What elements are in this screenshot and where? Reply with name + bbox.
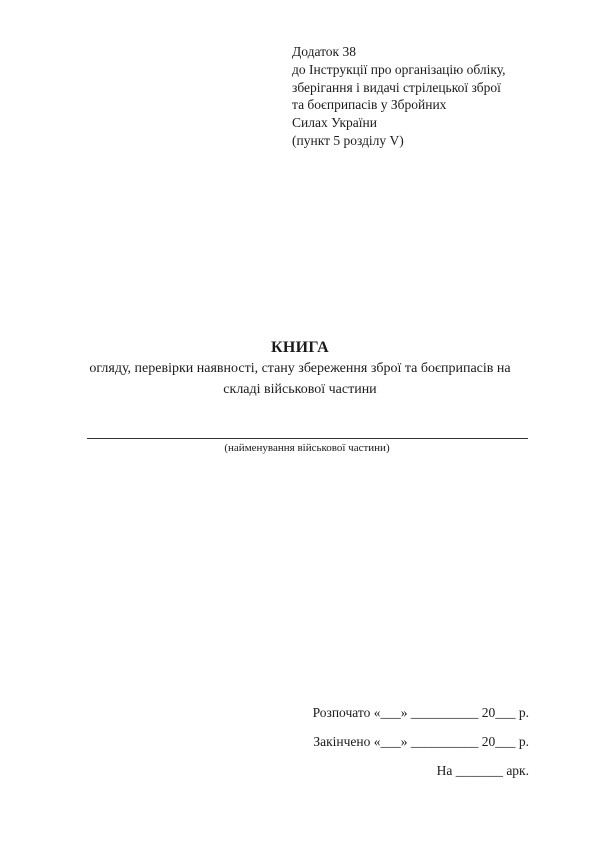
unit-name-blank-line	[87, 438, 528, 439]
finished-date-line: Закінчено «___» __________ 20___ р.	[313, 734, 529, 749]
unit-name-caption: (найменування військової частини)	[224, 442, 390, 454]
appendix-line: та боєприпасів у Збройних	[292, 97, 447, 113]
appendix-note	[292, 43, 582, 150]
appendix-line: зберігання і видачі стрілецької зброї	[292, 79, 501, 95]
appendix-line: до Інструкції про організацію обліку,	[292, 61, 506, 77]
book-subtitle	[60, 358, 540, 400]
started-date-line: Розпочато «___» __________ 20___ р.	[312, 705, 529, 720]
book-title: КНИГА	[271, 339, 329, 356]
appendix-line: Силах України	[292, 115, 377, 131]
book-subtitle-line: складі військової частини	[223, 382, 377, 397]
sheet-count-line: На _______ арк.	[436, 763, 529, 778]
appendix-line: (пункт 5 розділу V)	[292, 132, 404, 148]
book-subtitle-line: огляду, перевірки наявності, стану збереження зброї та боєприпасів на	[89, 361, 511, 376]
appendix-line: Додаток 38	[292, 44, 356, 59]
